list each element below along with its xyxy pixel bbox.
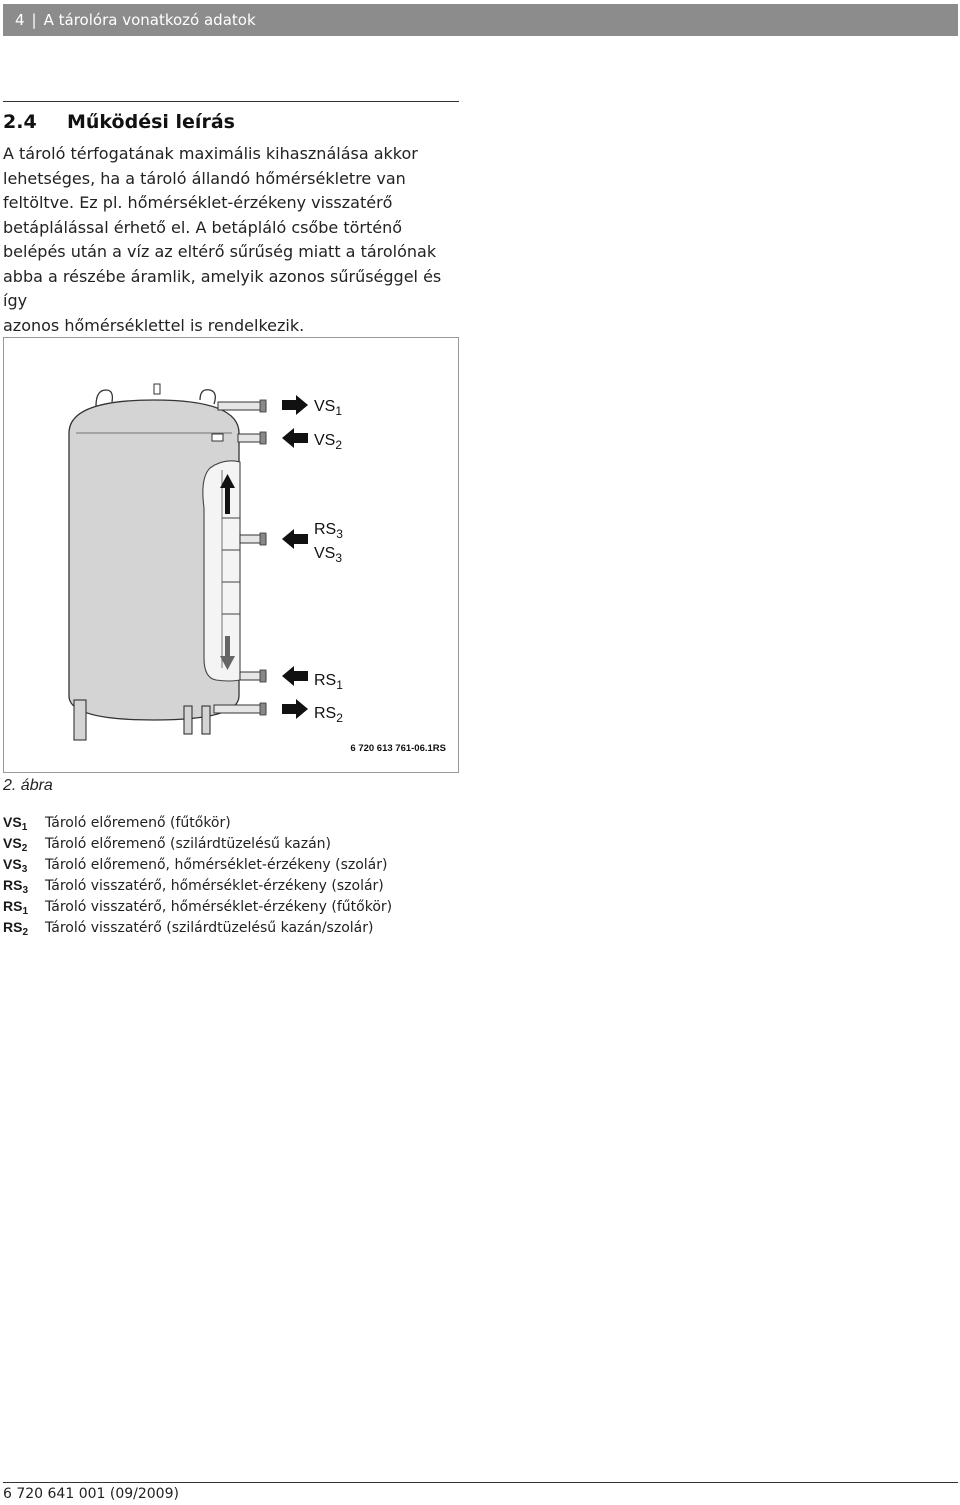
pipe-rs2 (214, 703, 266, 715)
pipe-vs1 (218, 400, 266, 412)
section-title: Működési leírás (67, 111, 235, 133)
tank-leg (184, 706, 192, 734)
legend-item (3, 896, 392, 917)
tank-leg (202, 706, 210, 734)
body-line: lehetséges, ha a tároló állandó hőmérsékletre van (3, 168, 406, 188)
legend-item (3, 854, 392, 875)
body-line: azonos hőmérséklettel is rendelkezik. (3, 315, 305, 335)
storage-tank-figure (3, 337, 459, 773)
footer-doc-number: 6 720 641 001 (09/2009) (3, 1486, 179, 1502)
stratification-tube (203, 461, 240, 681)
tank-diagram (4, 338, 460, 774)
lifting-eye-right (200, 390, 215, 404)
legend-item (3, 875, 392, 896)
label-vs3: $VS_3$ (314, 545, 343, 565)
header-separator: | (31, 11, 37, 29)
sensor-pocket (212, 434, 223, 441)
figure-caption: 2. ábra (3, 777, 53, 794)
pipe-rs1 (240, 670, 266, 682)
body-line: feltöltve. Ez pl. hőmérséklet-érzékeny visszatérő (3, 193, 393, 212)
page-header (3, 4, 958, 36)
arrow-in-rs1 (282, 666, 308, 686)
body-line: belépés után a víz az eltérő sűrűség miatt a tárolónak (3, 242, 437, 261)
arrow-out-rs2 (282, 699, 308, 719)
section-heading (3, 111, 235, 133)
label-rs2: $RS_2$ (314, 705, 343, 725)
pipe-vs3-rs3 (240, 533, 266, 545)
image-code: 6 720 613 761-06.1RS (350, 743, 446, 754)
arrow-out-vs1 (282, 395, 308, 415)
page-number: 4 (15, 11, 25, 29)
section-rule (3, 101, 459, 102)
legend-desc: Tároló visszatérő, hőmérséklet-érzékeny (szolár) (45, 878, 384, 894)
section-body (3, 142, 463, 338)
arrow-in-vs2 (282, 428, 308, 448)
legend-key: $RS_2$ (3, 919, 29, 938)
legend-desc: Tároló előremenő (szilárdtüzelésű kazán) (45, 836, 332, 852)
section-number: 2.4 (3, 111, 37, 133)
legend-item (3, 917, 392, 938)
chapter-title: A tárolóra vonatkozó adatok (43, 11, 256, 29)
label-vs2: $VS_2$ (314, 432, 343, 452)
footer-rule (3, 1482, 958, 1483)
legend-desc: Tároló előremenő, hőmérséklet-érzékeny (szolár) (45, 857, 388, 873)
legend-key: $RS_1$ (3, 898, 29, 917)
body-line: betáplálással érhető el. A betápláló csőbe történő (3, 217, 403, 237)
label-rs3: $RS_3$ (314, 521, 343, 541)
legend-desc: Tároló visszatérő (szilárdtüzelésű kazán/szolár) (45, 920, 374, 936)
pipe-vs2 (238, 432, 266, 444)
legend-desc: Tároló visszatérő, hőmérséklet-érzékeny (fűtőkör) (45, 899, 393, 915)
legend-item (3, 833, 392, 854)
legend-key: $VS_2$ (3, 835, 28, 854)
label-rs1: $RS_1$ (314, 672, 343, 692)
legend (3, 812, 392, 938)
legend-key: $RS_3$ (3, 877, 29, 896)
legend-key: $VS_1$ (3, 814, 28, 833)
flow-arrow-up-shaft (225, 486, 230, 514)
top-nozzle (154, 384, 160, 394)
legend-key: $VS_3$ (3, 856, 28, 875)
legend-desc: Tároló előremenő (fűtőkör) (45, 815, 231, 831)
tank-leg (74, 700, 86, 740)
label-vs1: $VS_1$ (314, 398, 343, 418)
body-line: A tároló térfogatának maximális kihasználása akkor (3, 144, 418, 163)
body-line: abba a részébe áramlik, amelyik azonos sűrűséggel és így (3, 266, 442, 310)
arrow-in-rs3 (282, 529, 308, 549)
flow-arrow-down-shaft (225, 636, 230, 658)
legend-item (3, 812, 392, 833)
